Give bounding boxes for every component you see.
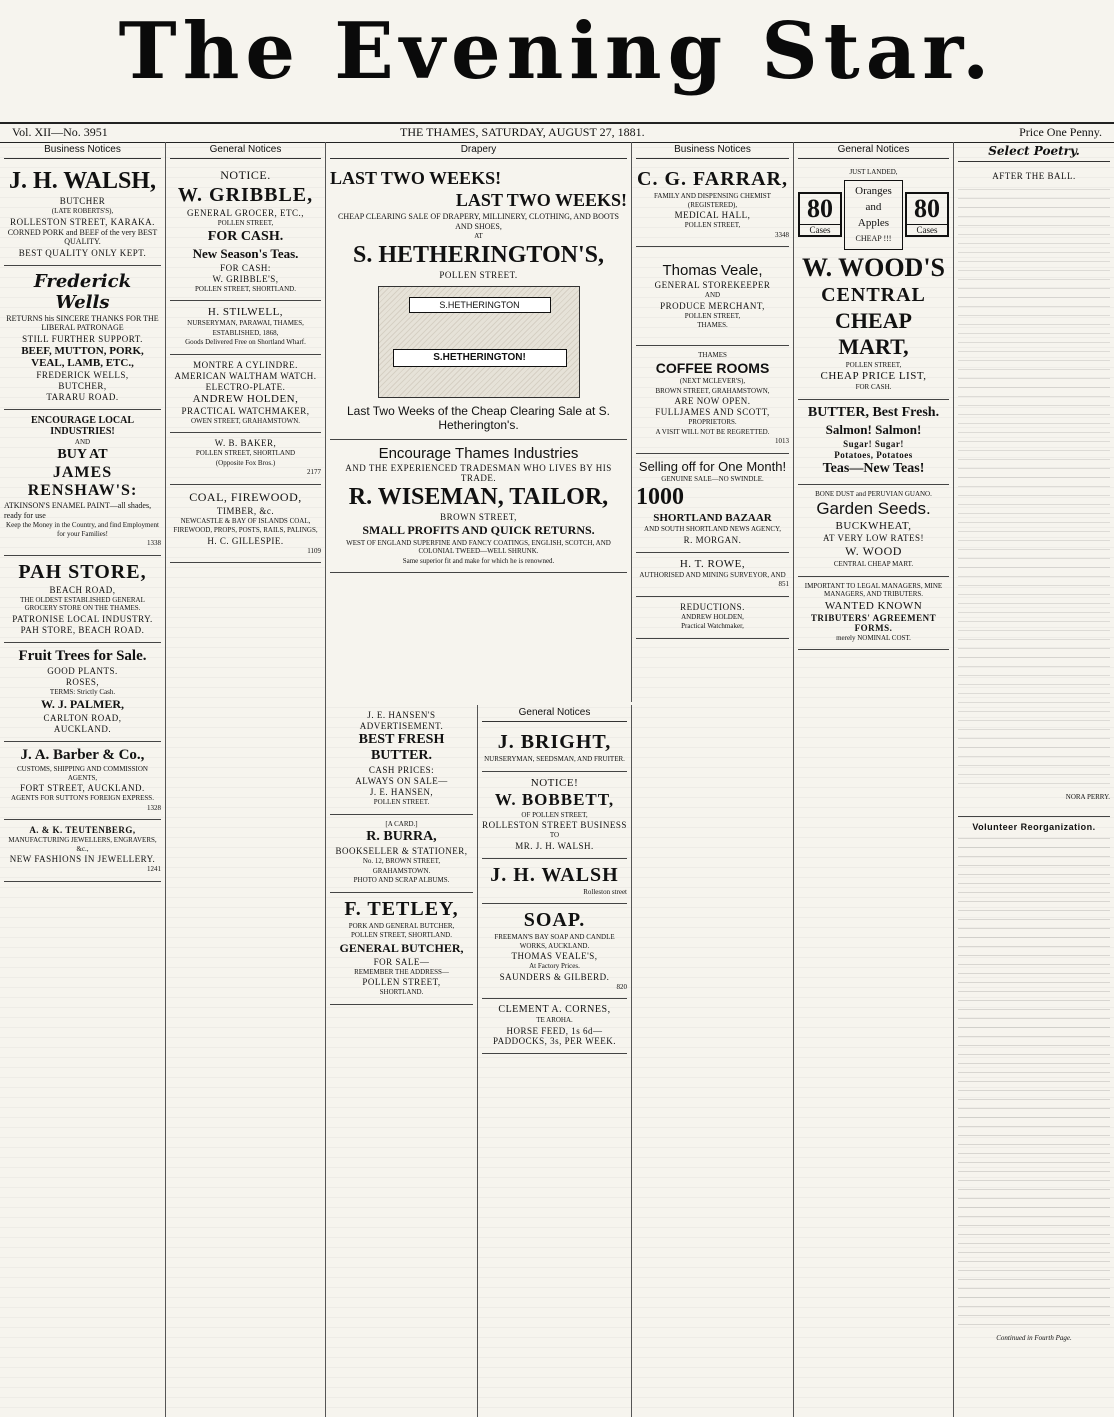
ad-title: F. TETLEY, (344, 897, 459, 920)
ad-line: CHEAP PRICE LIST, (820, 370, 927, 382)
masthead (0, 0, 1114, 120)
ad-veale (636, 247, 789, 346)
column-5 (794, 142, 954, 1417)
ad-line: [A CARD.] (385, 819, 418, 828)
ad-line: BEST QUALITY ONLY KEPT. (18, 247, 147, 258)
ad-title: C. G. FARRAR, (637, 168, 788, 190)
oranges-box (798, 180, 949, 250)
ad-title: Garden Seeds. (816, 499, 931, 518)
ad-line: Selling off for One Month! (638, 458, 787, 474)
column-3-drapery (326, 142, 632, 702)
ad-line: No. 12, BROWN STREET, (362, 857, 441, 865)
ad-garden-seeds (798, 485, 949, 577)
column-header: Business Notices (4, 142, 161, 159)
box-number: 80 (806, 194, 833, 223)
ad-line: ARE NOW OPEN. (674, 396, 751, 406)
ad-line: AGENTS FOR SUTTON'S FOREIGN EXPRESS. (11, 794, 154, 802)
ad-line: ROLLESTON STREET BUSINESS (482, 820, 627, 830)
ad-line: Goods Delivered Free on Shortland Wharf. (185, 338, 306, 346)
ad-line: BOOKSELLER & STATIONER, (335, 846, 468, 856)
issue-date: THE THAMES, SATURDAY, AUGUST 27, 1881. (400, 125, 645, 139)
ad-number: 2177 (307, 468, 321, 476)
ad-line: TE AROHA. (536, 1016, 573, 1024)
ad-line: CORNED PORK and BEEF of the very BEST QUALITY. (7, 227, 158, 246)
ad-line: NEWCASTLE & BAY OF ISLANDS COAL, (180, 516, 311, 525)
ad-line: W. WOOD (845, 544, 902, 558)
ad-line: POLLEN STREET, (845, 360, 902, 369)
ad-walsh (4, 163, 161, 266)
ad-line: J. E. HANSEN, (369, 787, 434, 797)
article-title: Volunteer Reorganization. (972, 822, 1096, 832)
ad-fruit-trees (4, 643, 161, 743)
ad-line: JUST LANDED, (849, 168, 898, 176)
ad-pah-store (4, 556, 161, 643)
column-header: General Notices (798, 142, 949, 159)
ad-title: W. BOBBETT, (494, 789, 615, 809)
ad-line: Teas—New Teas! (822, 460, 925, 476)
ad-line: and Apples (857, 200, 890, 229)
ad-title: J. A. Barber & Co., (20, 747, 145, 763)
ad-line: New Season's Teas. (192, 245, 299, 261)
poem-author: NORA PERRY. (1065, 793, 1110, 801)
ad-wiseman (330, 440, 627, 574)
ad-line: BUTCHER (59, 196, 106, 206)
ad-farrar (636, 163, 789, 247)
ad-line: AUTHORISED AND MINING SURVEYOR, AND (639, 570, 786, 579)
ad-line: ADVERTISEMENT. (359, 721, 444, 731)
column-3b (478, 705, 632, 1417)
ad-line: Practical Watchmaker, (681, 622, 744, 630)
ad-stilwell (170, 301, 321, 355)
ad-number: 820 (616, 982, 627, 991)
ad-line: SHORTLAND BAZAAR (653, 512, 772, 524)
ad-line: CENTRAL (821, 283, 926, 306)
ad-line: At Factory Prices. (529, 962, 580, 970)
ad-title: J. H. WALSH, (9, 168, 156, 194)
oranges-label (844, 180, 903, 250)
ad-line: ELECTRO-PLATE. (205, 381, 286, 392)
box-label: Cases (800, 224, 840, 235)
column-2 (166, 142, 326, 1417)
ad-line: OF POLLEN STREET, (521, 810, 588, 819)
column-4 (632, 142, 794, 1417)
storefront-illustration (378, 286, 580, 398)
ad-title: R. MORGAN. (683, 534, 742, 545)
box-number: 80 (914, 194, 941, 223)
ad-line: FOR CASH: (220, 262, 271, 273)
ad-line: BUTCHER, (58, 380, 107, 391)
ad-number: 1338 (147, 539, 161, 547)
ad-line: POLLEN STREET, SHORTLAND. (351, 931, 452, 939)
ad-teutenberg (4, 820, 161, 882)
ad-line: RETURNS his SINCERE THANKS FOR THE LIBERAL PATRONAGE (6, 313, 159, 332)
ad-line: POLLEN STREET. (373, 798, 430, 806)
ad-line: BUY AT (57, 447, 108, 462)
ad-line: MONTRE A CYLINDRE. (193, 359, 298, 370)
ad-title: JAMES RENSHAW'S: (27, 464, 138, 499)
ad-line: ANDREW HOLDEN, (681, 612, 744, 621)
ad-shortland-bazaar (636, 454, 789, 553)
ad-cornes (482, 999, 627, 1054)
column-6 (954, 142, 1114, 1417)
ad-number: 1013 (775, 437, 789, 445)
ad-line: (LATE ROBERTS'S), (51, 207, 114, 215)
ad-line: PATRONISE LOCAL INDUSTRY. (12, 613, 153, 624)
ad-line: LAST TWO WEEKS! (455, 190, 627, 210)
ad-wells (4, 266, 161, 410)
ad-line: OWEN STREET, GRAHAMSTOWN. (190, 416, 300, 425)
ad-line: PRODUCE MERCHANT, (660, 300, 765, 311)
ad-line: (NEXT MCLEVER'S), (679, 377, 746, 385)
ad-burra (330, 815, 473, 893)
ad-title: PAH STORE, (18, 560, 147, 583)
ad-title: CLEMENT A. CORNES, (498, 1004, 611, 1015)
ad-holden (170, 355, 321, 434)
ad-line: FIREWOOD, PROPS, POSTS, RAILS, PALINGS, (173, 526, 318, 534)
ad-line: NOTICE! (530, 776, 579, 789)
ad-tributers (798, 577, 949, 651)
ad-line: TARARU ROAD. (46, 391, 119, 402)
ad-line: REDUCTIONS. (680, 601, 745, 612)
ad-line: SMALL PROFITS AND QUICK RETURNS. (362, 522, 595, 537)
poem (958, 166, 1110, 817)
ad-line: FULLJAMES AND SCOTT, (655, 407, 770, 417)
ad-wood (798, 163, 949, 400)
ad-line: ALWAYS ON SALE— (355, 776, 448, 786)
ad-line: AND (74, 437, 91, 446)
ad-line: PROPRIETORS. (688, 418, 737, 426)
ad-line: SHORTLAND. (379, 988, 424, 996)
column-3a (326, 705, 478, 1417)
ad-line: FREEMAN'S BAY SOAP AND CANDLE WORKS, AUCKLAND. (494, 933, 615, 950)
ad-title: SOAP. (523, 909, 586, 931)
ad-line: Last Two Weeks of the Cheap Clearing Sale at S. Hetherington's. (346, 403, 611, 432)
ad-line: TERMS: Strictly Cash. (49, 687, 116, 696)
ad-reductions (636, 597, 789, 639)
ad-line: AND SOUTH SHORTLAND NEWS AGENCY, (644, 525, 781, 533)
ad-hetherington (330, 163, 627, 440)
ad-line: POLLEN STREET, (684, 311, 741, 320)
ad-line: NURSERYMAN, PARAWAI, THAMES, (187, 319, 304, 327)
ad-title: J. H. WALSH (490, 863, 619, 886)
ad-line: TIMBER, &c. (216, 505, 275, 516)
ad-line: COAL, FIREWOOD, (189, 489, 302, 504)
ad-line: THAMES. (697, 321, 728, 329)
ad-line: ENCOURAGE LOCAL INDUSTRIES! (30, 414, 135, 437)
ad-line: BEEF, MUTTON, PORK, VEAL, LAMB, ETC., (21, 344, 144, 369)
ad-number: 3348 (775, 230, 789, 239)
ad-line: TRIBUTERS' AGREEMENT FORMS. (810, 612, 937, 633)
ad-line: NOTICE. (220, 168, 271, 182)
ad-line: AND THE EXPERIENCED TRADESMAN WHO LIVES BY HIS TRADE. (345, 462, 612, 483)
ad-line: CHEAP !!! (855, 233, 892, 243)
ad-line: SAUNDERS & GILBERD. (499, 971, 610, 982)
ad-line: PAH STORE, BEACH ROAD. (20, 624, 145, 635)
ad-line: THAMES (698, 350, 727, 359)
ad-line: Oranges (855, 184, 892, 197)
ad-baker (170, 433, 321, 485)
ad-line: GENERAL BUTCHER, (339, 940, 464, 955)
ad-line: GENERAL STOREKEEPER (654, 280, 771, 290)
column-header: Drapery (330, 142, 627, 159)
ad-line: FORT STREET, AUCKLAND. (20, 783, 145, 793)
ad-number: 1241 (147, 865, 161, 873)
ad-line: HORSE FEED, 1s 6d—PADDOCKS, 3s, PER WEEK. (492, 1025, 617, 1046)
ad-tetley (330, 893, 473, 1005)
volume-number: Vol. XII—No. 3951 (12, 125, 108, 139)
ad-line: BROWN STREET, GRAHAMSTOWN, (655, 386, 770, 395)
ad-line: GENERAL GROCER, ETC., (187, 208, 304, 218)
ad-line: GOOD PLANTS. (47, 665, 118, 676)
cases-box (905, 192, 949, 237)
ad-title: W. WOOD'S (801, 252, 946, 282)
ad-line: ATKINSON'S ENAMEL PAINT—all shades, ready for use (4, 501, 152, 520)
ad-title: J. BRIGHT, (497, 731, 612, 753)
ad-renshaw (4, 410, 161, 556)
ad-line: MANUFACTURING JEWELLERS, ENGRAVERS, &c., (8, 836, 157, 853)
ad-line: WANTED KNOWN (824, 599, 923, 612)
ad-number: 1328 (147, 803, 161, 812)
ad-line: AT (474, 232, 483, 240)
masthead-title: The Evening Star. (118, 6, 996, 97)
ad-line: Potatoes, Potatoes (834, 449, 913, 460)
ad-line: TO (549, 831, 560, 839)
ad-line: merely NOMINAL COST. (836, 633, 911, 642)
ad-line: Sugar! Sugar! (843, 438, 904, 449)
continued-note: Continued in Fourth Page. (996, 1334, 1072, 1342)
column-header: Business Notices (636, 142, 789, 159)
ad-line: BEACH ROAD, (49, 584, 116, 595)
page-columns (0, 142, 1114, 1417)
ad-line: PORK AND GENERAL BUTCHER, (348, 921, 455, 930)
ad-title: Thomas Veale, (662, 262, 763, 279)
ad-line: ROSES, (65, 676, 100, 687)
ad-line: BONE DUST and PERUVIAN GUANO. (815, 489, 932, 498)
ad-barber (4, 742, 161, 820)
ad-line: THE OLDEST ESTABLISHED GENERAL GROCERY STORE ON THE THAMES. (20, 595, 145, 612)
ad-line: FOR CASH. (855, 383, 892, 391)
ad-walsh-2 (482, 859, 627, 905)
ad-line: LAST TWO WEEKS! (330, 168, 502, 188)
ad-line: FOR CASH. (207, 228, 284, 244)
ad-title: Fruit Trees for Sale. (18, 647, 147, 664)
ad-line: POLLEN STREET, (684, 221, 741, 229)
box-label: Cases (907, 224, 947, 235)
ad-line: Encourage Thames Industries (378, 444, 579, 462)
ad-line: A VISIT WILL NOT BE REGRETTED. (655, 427, 770, 436)
ad-line: THOMAS VEALE'S, (511, 951, 598, 961)
ad-line: Same superior fit and make for which he is renowned. (402, 556, 555, 565)
ad-line: CARLTON ROAD, (43, 713, 122, 723)
ad-coffee-rooms (636, 346, 789, 454)
ad-line: MR. J. H. WALSH. (515, 840, 594, 851)
ad-line: (Opposite Fox Bros.) (215, 458, 276, 467)
ad-line: POLLEN STREET, SHORTLAND. (195, 284, 296, 293)
storefront-sign: S.HETHERINGTON! (393, 349, 567, 367)
ad-line: BEST FRESH BUTTER. (358, 732, 445, 763)
ad-line: POLLEN STREET, (362, 977, 441, 987)
ad-rowe (636, 553, 789, 597)
ad-gillespie (170, 485, 321, 564)
poem-title: AFTER THE BALL. (992, 171, 1076, 181)
ad-line: 1000 (636, 484, 684, 510)
ad-line: NEW FASHIONS IN JEWELLERY. (9, 854, 156, 864)
ad-line: REMEMBER THE ADDRESS— (354, 967, 449, 976)
ad-line: AMERICAN WALTHAM WATCH. (174, 370, 317, 381)
ad-line: ESTABLISHED, 1868, (212, 328, 279, 337)
article-volunteer (958, 817, 1110, 1350)
ad-title: ANDREW HOLDEN, (192, 392, 299, 405)
ad-line: CHEAP CLEARING SALE OF DRAPERY, MILLINERY, CLOTHING, AND BOOTS AND SHOES, (338, 212, 619, 231)
ad-title: R. BURRA, (366, 829, 437, 844)
ad-title: J. E. HANSEN'S (367, 710, 436, 720)
ad-title: Frederick Wells (33, 270, 132, 313)
ad-line: FOR SALE— (373, 956, 430, 967)
ad-line: CENTRAL CHEAP MART. (833, 560, 914, 568)
ad-line: Rolleston street (583, 887, 627, 896)
ad-line: W. GRIBBLE'S, (212, 273, 279, 284)
ad-line: AUCKLAND. (53, 724, 112, 734)
article-text-block (958, 833, 1110, 1333)
ad-line: AT VERY LOW RATES! (823, 533, 924, 543)
ad-number: 851 (778, 580, 789, 588)
poem-text-block (958, 182, 1110, 792)
ad-line: POLLEN STREET. (439, 269, 518, 280)
ad-title: R. WISEMAN, TAILOR, (348, 483, 609, 510)
ad-title: H. STILWELL, (207, 306, 284, 318)
ad-gribble (170, 163, 321, 301)
ad-line: GRAHAMSTOWN. (372, 866, 431, 875)
ad-title: A. & K. TEUTENBERG, (29, 825, 136, 835)
column-header: General Notices (170, 142, 321, 159)
price: Price One Penny. (1019, 125, 1102, 139)
ad-line: IMPORTANT TO LEGAL MANAGERS, MINE MANAGERS, AND TRIBUTERS. (804, 581, 943, 598)
ad-line: MEDICAL HALL, (674, 210, 751, 220)
ad-line: CASH PRICES: (368, 765, 435, 775)
ad-line: PRACTICAL WATCHMAKER, (181, 405, 310, 416)
ad-hansen (330, 705, 473, 815)
ad-line: Keep the Money in the Country, and find Employment for your Families! (6, 521, 159, 538)
ad-line: FREDERICK WELLS, (36, 369, 129, 380)
ad-line: POLLEN STREET, (217, 219, 274, 227)
ad-line: FAMILY AND DISPENSING CHEMIST (REGISTERED), (654, 192, 771, 209)
column-1 (0, 142, 166, 1417)
ad-line: PHOTO AND SCRAP ALBUMS. (353, 876, 450, 884)
storefront-sign: S.HETHERINGTON (409, 297, 551, 313)
ad-line: BUTTER, Best Fresh. (807, 404, 940, 420)
ad-line: BUCKWHEAT, (835, 520, 912, 532)
ad-title: H. T. ROWE, (679, 557, 746, 570)
ad-title: H. C. GILLESPIE. (207, 535, 284, 546)
ad-title: S. HETHERINGTON'S, (353, 241, 604, 268)
ad-line: GENUINE SALE—NO SWINDLE. (661, 474, 764, 483)
ad-bobbett (482, 772, 627, 859)
ad-price-list (798, 400, 949, 485)
ad-line: ROLLESTON STREET, KARAKA. (10, 216, 155, 227)
ad-line: BROWN STREET, (440, 511, 517, 522)
ad-title: W. B. BAKER, (214, 438, 277, 448)
cases-box (798, 192, 842, 237)
ad-soap (482, 904, 627, 999)
ad-line: WEST OF ENGLAND SUPERFINE AND FANCY COATINGS, ENGLISH, SCOTCH, AND COLONIAL TWEED—WELL SHRUNK. (346, 538, 611, 555)
ad-line: STILL FURTHER SUPPORT. (22, 333, 143, 344)
ad-line: NURSERYMAN, SEEDSMAN, AND FRUITER. (484, 755, 625, 763)
ad-bright (482, 726, 627, 772)
ad-line: POLLEN STREET, SHORTLAND (195, 449, 296, 457)
ad-title: W. GRIBBLE, (177, 184, 314, 206)
dateline (0, 122, 1114, 143)
ad-line: AND (704, 291, 721, 299)
poetry-header: Select Poetry. (958, 142, 1110, 162)
ad-line: CUSTOMS, SHIPPING AND COMMISSION AGENTS, (17, 765, 148, 782)
ad-number: 1109 (307, 546, 321, 555)
ad-line: CHEAP MART, (835, 307, 912, 359)
ad-title: COFFEE ROOMS (655, 360, 770, 376)
column-header: General Notices (482, 705, 627, 722)
ad-line: Salmon! Salmon! (825, 421, 922, 437)
ad-line: W. J. PALMER, (40, 697, 124, 711)
